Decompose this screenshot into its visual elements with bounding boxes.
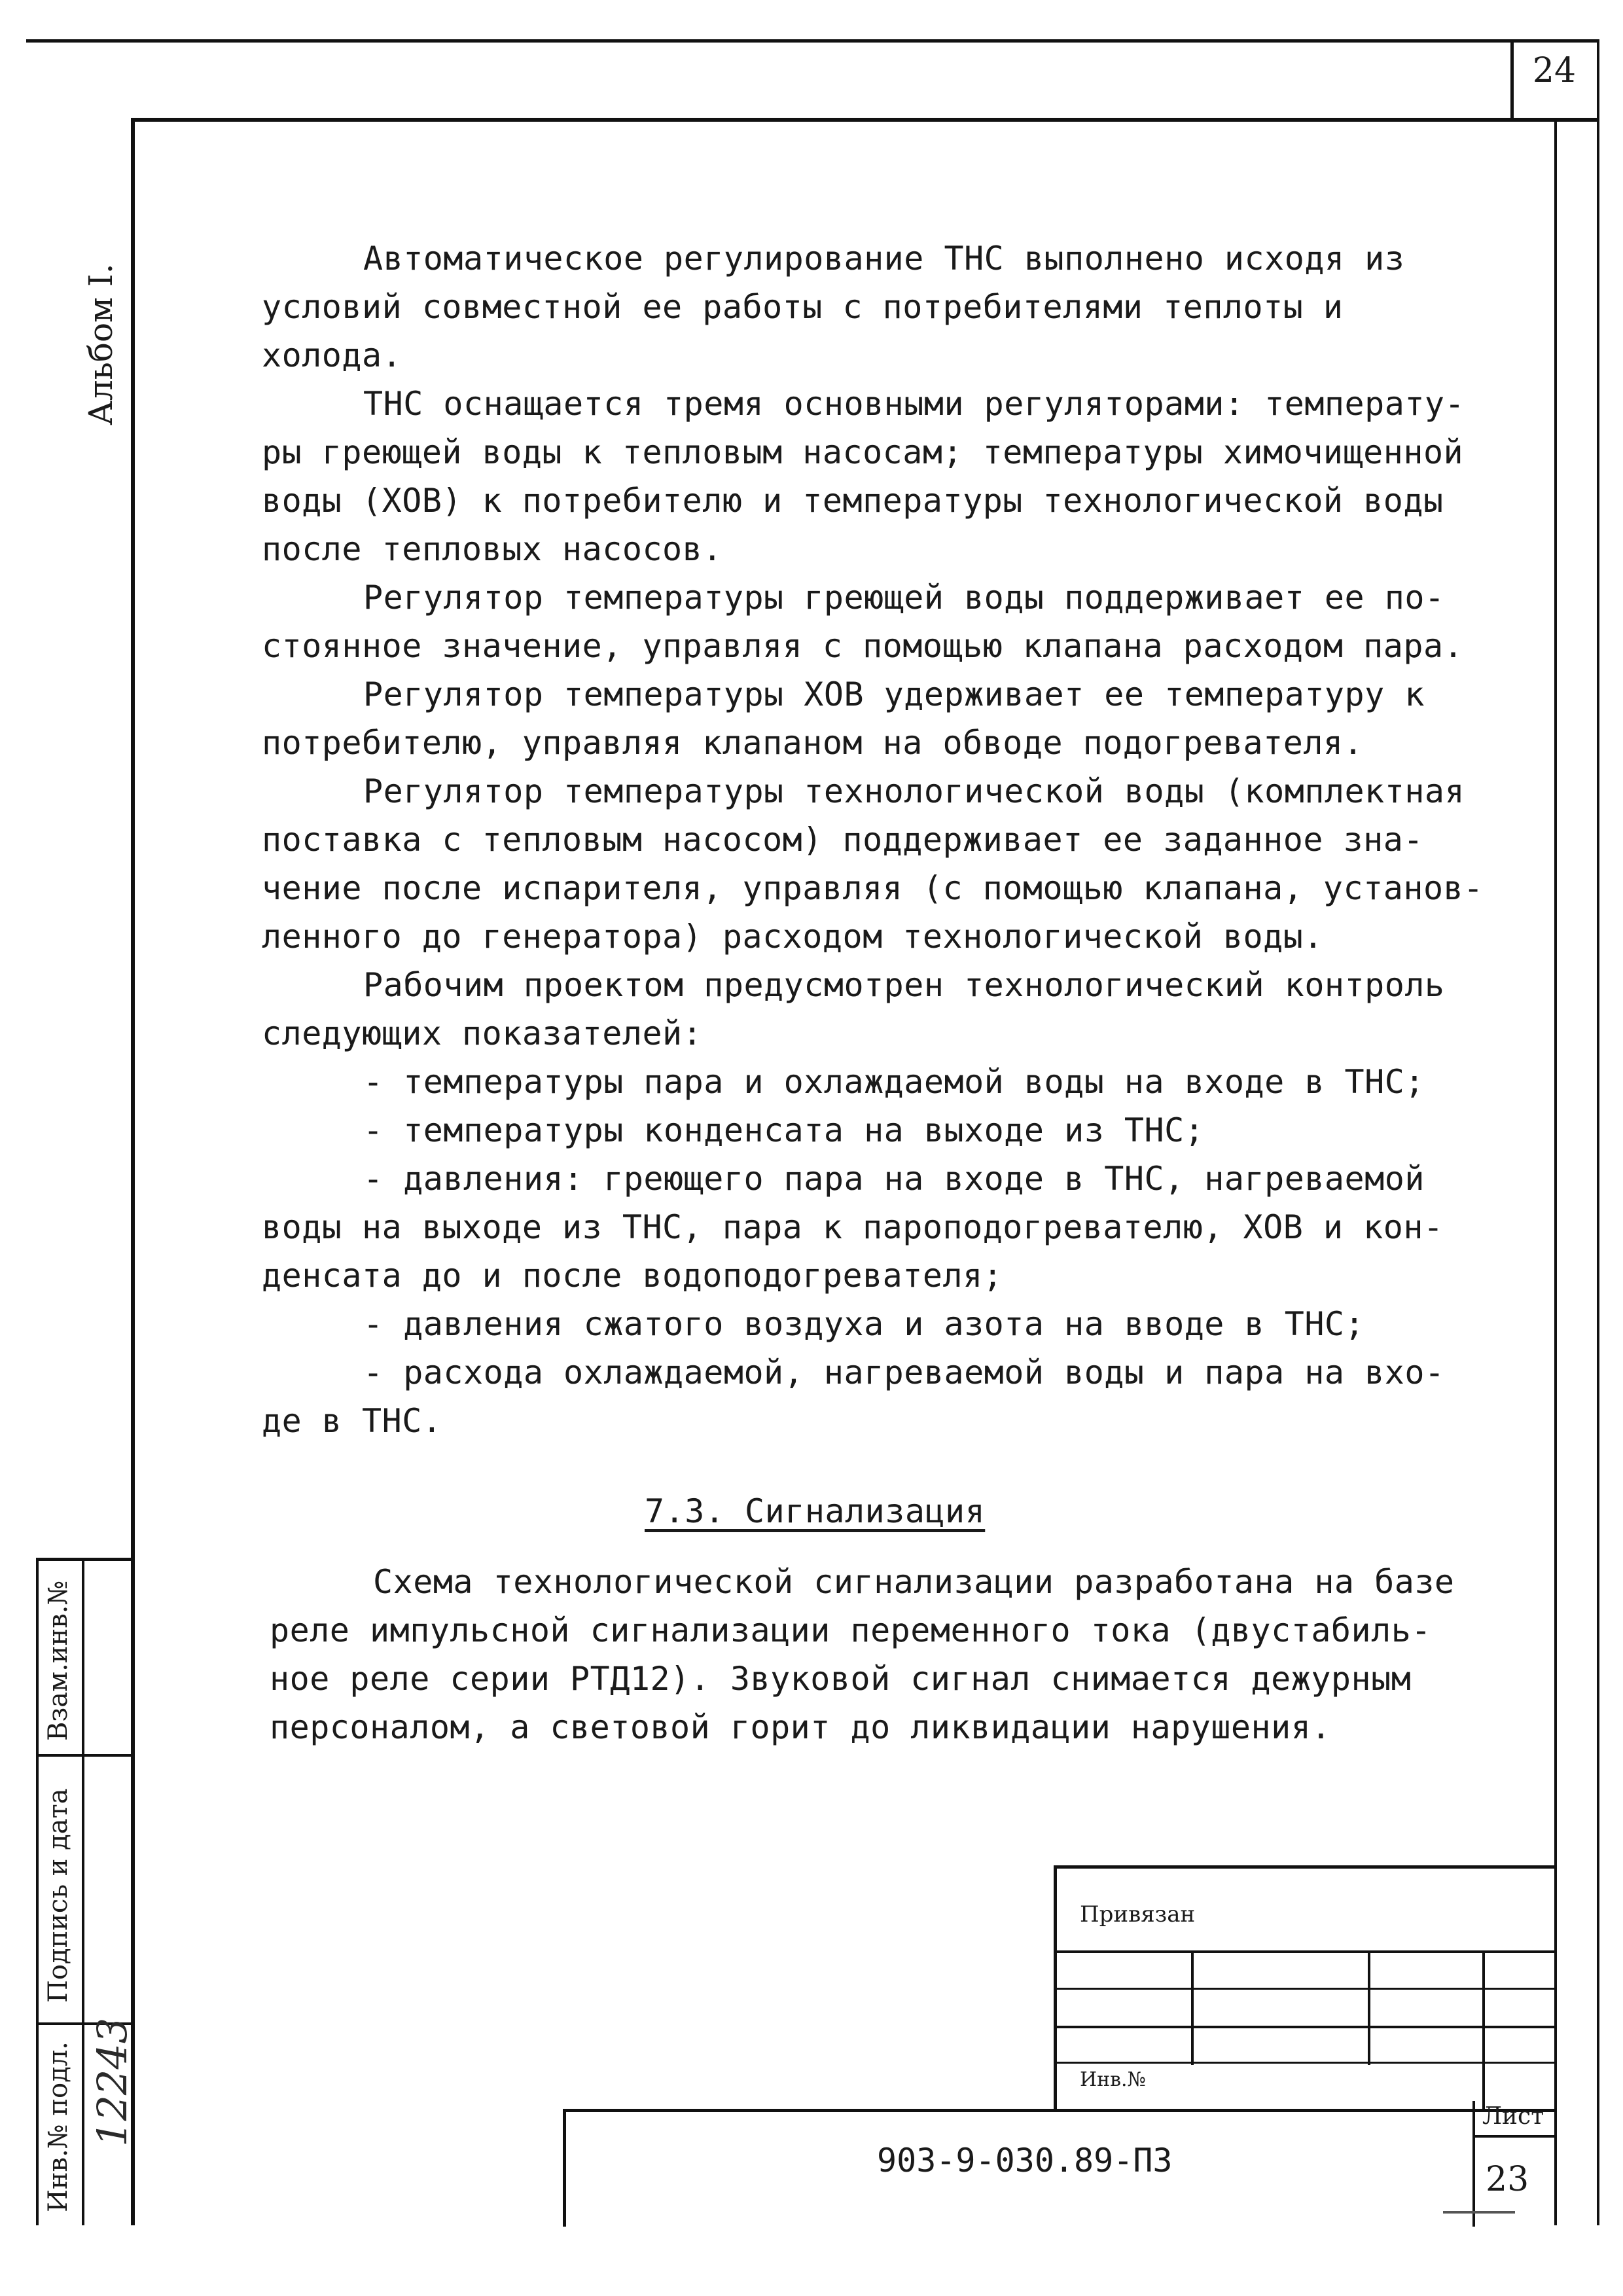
- page-number-box-right: [1597, 39, 1599, 121]
- frame-right-inner: [1554, 118, 1557, 2225]
- stamp-grid-h4: [1054, 2062, 1554, 2064]
- frame-left: [131, 118, 135, 2225]
- sheet-number: 23: [1486, 2160, 1529, 2199]
- stamp-top: [1054, 1865, 1554, 1869]
- page-number-box-left: [1510, 39, 1514, 121]
- strip-divider: [82, 1558, 84, 2225]
- stamp-grid-h3: [1054, 2026, 1554, 2028]
- page-number: 24: [1532, 51, 1577, 90]
- body-line: реле импульсной сигнализации переменного тока (двустабиль-: [270, 1611, 1431, 1649]
- stamp-grid-h2: [1054, 1988, 1554, 1990]
- body-line: ное реле серии РТД12). Звуковой сигнал снимается дежурным: [270, 1660, 1412, 1698]
- stamp-grid-h1: [1054, 1950, 1554, 1953]
- body-line: ленного до генератора) расходом технологической воды.: [262, 918, 1323, 956]
- top-rule: [26, 39, 1597, 43]
- field-inv-original: Инв.№ подл.: [43, 2041, 73, 2212]
- stamp-grid-v2: [1368, 1950, 1370, 2065]
- body-line: Регулятор температуры ХОВ удерживает ее температуру к: [363, 675, 1425, 713]
- body-line: следующих показателей:: [262, 1014, 703, 1052]
- body-line: Схема технологической сигнализации разработана на базе: [373, 1563, 1455, 1601]
- body-line: воды (ХОВ) к потребителю и температуры технологической воды: [262, 482, 1444, 520]
- code-block-left: [563, 2109, 566, 2227]
- document-code: 903-9-030.89-ПЗ: [877, 2142, 1173, 2179]
- body-line: Рабочим проектом предусмотрен технологический контроль: [363, 966, 1445, 1004]
- code-block-top: [563, 2109, 1554, 2112]
- list-item: - давления сжатого воздуха и азота на вводе в ТНС;: [363, 1305, 1365, 1343]
- sheet-label: Лист: [1482, 2103, 1544, 2130]
- album-title: Альбом I.: [82, 263, 120, 425]
- field-replace-inv: Взам.инв.№: [43, 1580, 73, 1741]
- body-line: де в ТНС.: [262, 1402, 442, 1440]
- body-line: потребителю, управляя клапаном на обводе подогревателя.: [262, 724, 1364, 762]
- list-item: - расхода охлаждаемой, нагреваемой воды и пара на вхо-: [363, 1354, 1445, 1391]
- sheet-cell-divider: [1472, 2135, 1554, 2138]
- body-line: Регулятор температуры технологической воды (комплектная: [363, 772, 1465, 810]
- inv-no-label: Инв.№: [1080, 2068, 1146, 2091]
- body-line: ры греющей воды к тепловым насосам; температуры химочищенной: [262, 433, 1464, 471]
- body-line: условий совместной ее работы с потребителями теплоты и: [262, 288, 1344, 326]
- field-signature-date: Подпись и дата: [43, 1788, 73, 2003]
- strip-top: [36, 1558, 133, 1561]
- frame-top: [131, 118, 1599, 122]
- strip-row-1: [36, 1754, 133, 1757]
- body-line: персоналом, а световой горит до ликвидации нарушения.: [270, 1708, 1331, 1746]
- stamp-grid-v1: [1191, 1950, 1194, 2065]
- body-line: чение после испарителя, управляя (с помощью клапана, установ-: [262, 869, 1484, 907]
- sheet-cell-left: [1472, 2101, 1475, 2227]
- list-item: - температуры пара и охлаждаемой воды на входе в ТНС;: [363, 1063, 1425, 1101]
- privyazan-label: Привязан: [1080, 1901, 1196, 1928]
- section-title: 7.3. Сигнализация: [645, 1492, 986, 1530]
- stamp-grid-v3: [1482, 1950, 1485, 2111]
- body-line: стоянное значение, управляя с помощью клапана расходом пара.: [262, 627, 1464, 665]
- strip-left-edge: [36, 1558, 39, 2225]
- list-item: - температуры конденсата на выходе из ТНС;: [363, 1111, 1205, 1149]
- body-line: холода.: [262, 336, 402, 374]
- list-item: - давления: греющего пара на входе в ТНС, нагреваемой: [363, 1160, 1425, 1198]
- body-line: Регулятор температуры греющей воды поддерживает ее по-: [363, 579, 1445, 617]
- sheet-cell-bottom: [1443, 2211, 1515, 2214]
- body-line: поставка с тепловым насосом) поддерживает ее заданное зна-: [262, 821, 1423, 859]
- inventory-handwritten: 12243: [88, 2017, 136, 2147]
- body-line: после тепловых насосов.: [262, 530, 722, 568]
- body-line: денсата до и после водоподогревателя;: [262, 1257, 1003, 1295]
- body-line: ТНС оснащается тремя основными регуляторами: температу-: [363, 385, 1465, 423]
- frame-right-outer: [1597, 121, 1599, 2225]
- body-line: Автоматическое регулирование ТНС выполнено исходя из: [363, 240, 1405, 278]
- body-line: воды на выходе из ТНС, пара к пароподогревателю, ХОВ и кон-: [262, 1208, 1444, 1246]
